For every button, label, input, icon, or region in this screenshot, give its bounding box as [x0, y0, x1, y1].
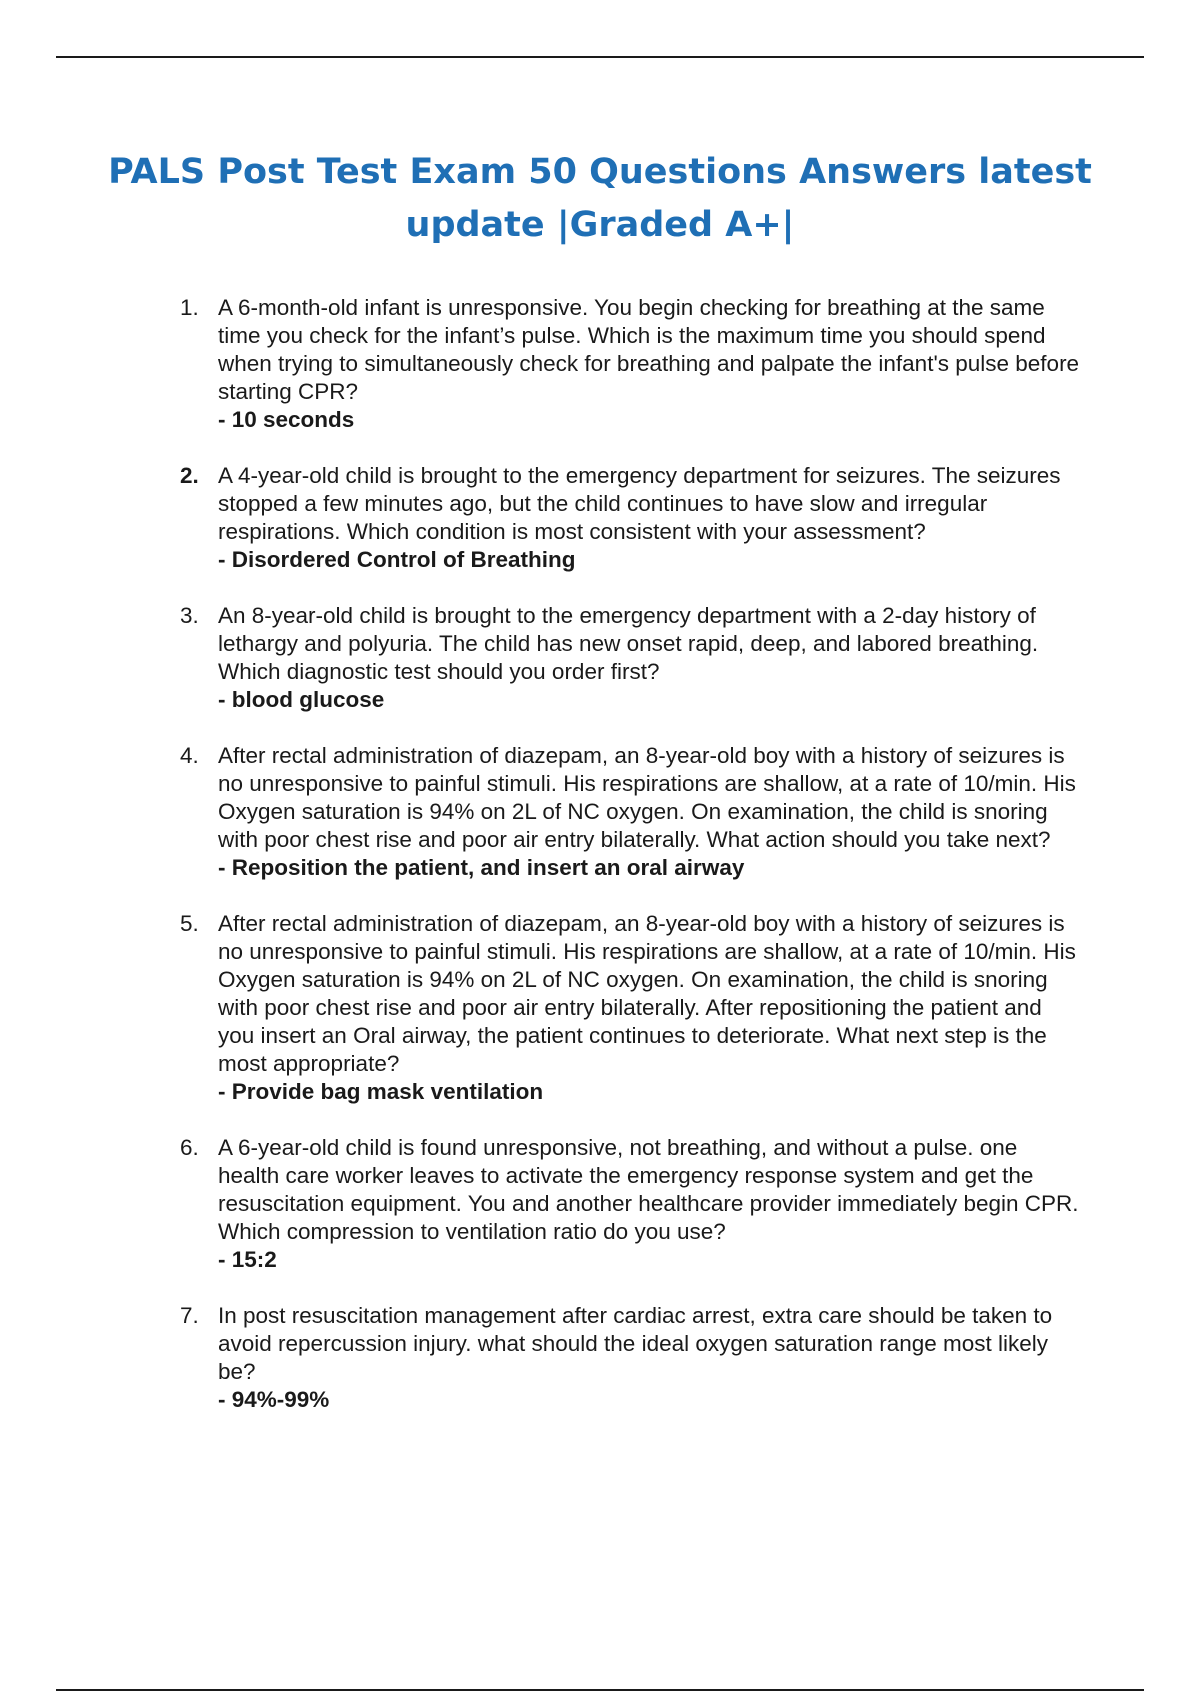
question-item	[180, 910, 1080, 1106]
header-divider	[56, 56, 1144, 58]
question-number: 7.	[180, 1303, 199, 1328]
question-answer: - 15:2	[218, 1247, 277, 1272]
question-answer: - Provide bag mask ventilation	[218, 1079, 544, 1104]
question-text: In post resuscitation management after cardiac arrest, extra care should be taken to avoid repercussion injury. what should the ideal oxygen saturation range most likely be?	[218, 1303, 1053, 1384]
question-number: 5.	[180, 911, 199, 936]
question-answer: - 94%-99%	[218, 1387, 330, 1412]
document-title: PALS Post Test Exam 50 Questions Answers latest update |Graded A+|	[108, 152, 1092, 245]
question-text: A 4-year-old child is brought to the emergency department for seizures. The seizures stopped a few minutes ago, but the child continues to have slow and irregular respirations. Which condition is most consistent with your assessment?	[218, 463, 1061, 544]
question-item	[180, 462, 1080, 574]
question-answer: - Reposition the patient, and insert an oral airway	[218, 855, 745, 880]
question-answer: - blood glucose	[218, 687, 385, 712]
question-item	[180, 602, 1080, 714]
question-item	[180, 1134, 1080, 1274]
question-number: 2.	[180, 463, 199, 488]
question-answer: - 10 seconds	[218, 407, 355, 432]
question-number: 3.	[180, 603, 199, 628]
question-item	[180, 294, 1080, 434]
question-list	[180, 294, 1080, 1442]
question-text: After rectal administration of diazepam, an 8-year-old boy with a history of seizures is no unresponsive to painful stimuli. His respirations are shallow, at a rate of 10/min. His Oxygen saturation is 94% on 2L of NC oxygen. On examination, the child is snoring with poor chest rise and poor air entry bilaterally. What action should you take next?	[218, 743, 1076, 852]
question-answer: - Disordered Control of Breathing	[218, 547, 576, 572]
question-item	[180, 1302, 1080, 1414]
question-item	[180, 742, 1080, 882]
question-number: 6.	[180, 1135, 199, 1160]
question-text: After rectal administration of diazepam, an 8-year-old boy with a history of seizures is no unresponsive to painful stimuli. His respirations are shallow, at a rate of 10/min. His Oxygen saturation is 94% on 2L of NC oxygen. On examination, the child is snoring with poor chest rise and poor air entry bilaterally. After repositioning the patient and you insert an Oral airway, the patient continues to deteriorate. What next step is the most appropriate?	[218, 911, 1076, 1076]
question-number: 4.	[180, 743, 199, 768]
question-text: An 8-year-old child is brought to the emergency department with a 2-day history of lethargy and polyuria. The child has new onset rapid, deep, and labored breathing. Which diagnostic test should you order first?	[218, 603, 1039, 684]
question-number: 1.	[180, 295, 199, 320]
question-text: A 6-year-old child is found unresponsive, not breathing, and without a pulse. one health care worker leaves to activate the emergency response system and get the resuscitation equipment. You and another healthcare provider immediately begin CPR. Which compression to ventilation ratio do you use?	[218, 1135, 1079, 1244]
footer-divider	[56, 1689, 1144, 1691]
question-text: A 6-month-old infant is unresponsive. You begin checking for breathing at the same time you check for the infant’s pulse. Which is the maximum time you should spend when trying to simultaneously check for breathing and palpate the infant's pulse before starting CPR?	[218, 295, 1080, 404]
